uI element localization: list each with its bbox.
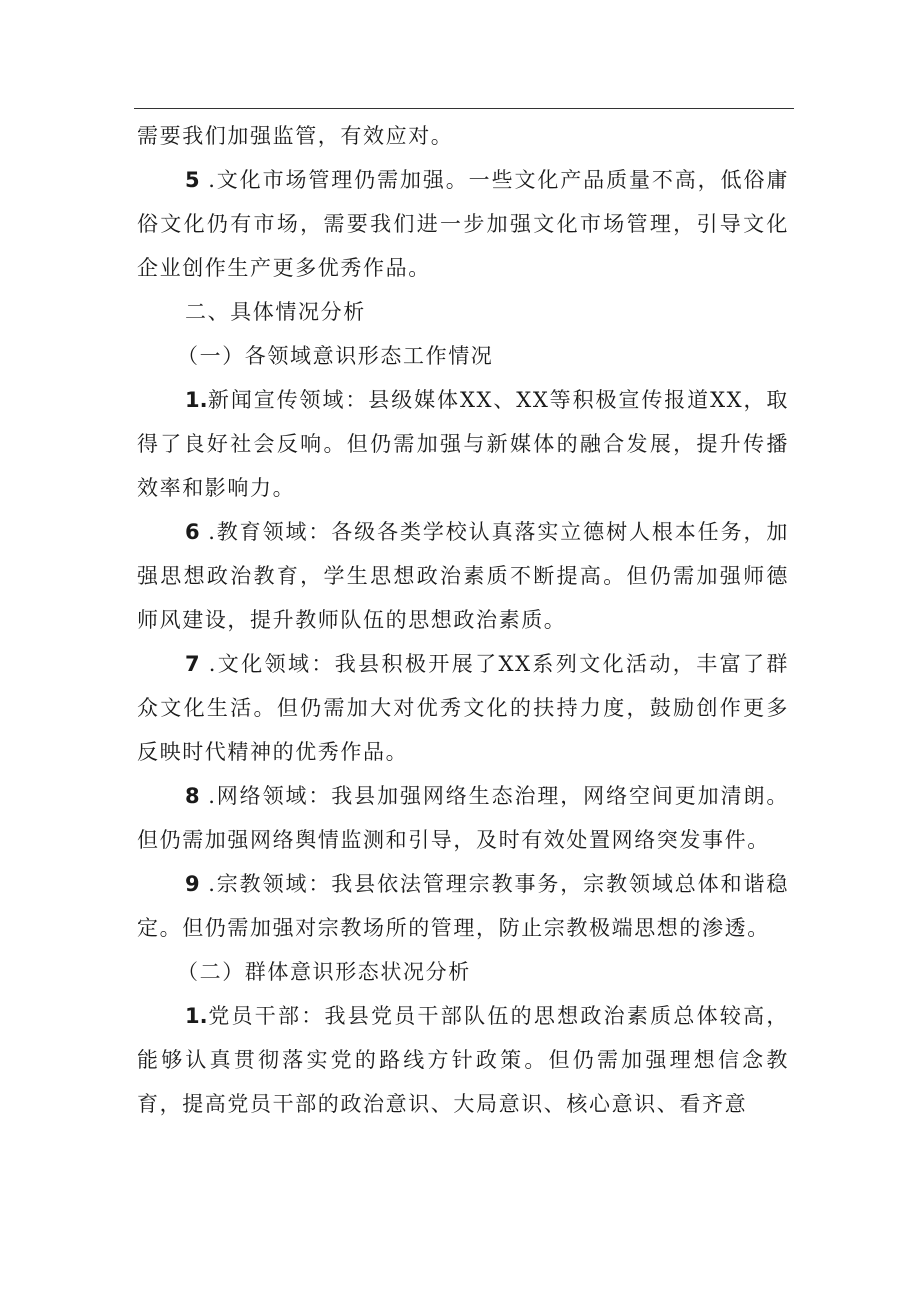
paragraph-network: 8 .网络领域：我县加强网络生态治理，网络空间更加清朗。但仍需加强网络舆情监测和引导，及时有效处置网络突发事件。 — [137, 784, 789, 852]
paragraph-continuation: 需要我们加强监管，有效应对。 — [137, 124, 454, 148]
item-number: 9 — [185, 872, 200, 896]
item-number: 1. — [185, 1004, 208, 1028]
section-heading: 二、具体情况分析 — [185, 300, 366, 324]
paragraph-news-media: 1.新闻宣传领域：县级媒体XX、XX等积极宣传报道XX，取得了良好社会反响。但仍需加强与新媒体的融合发展，提升传播效率和影响力。 — [137, 388, 789, 500]
paragraph-party-cadres: 1.党员干部：我县党员干部队伍的思想政治素质总体较高，能够认真贯彻落实党的路线方针政策。但仍需加强理想信念教育，提高党员干部的政治意识、大局意识、核心意识、看齐意 — [137, 1004, 789, 1116]
document-body — [137, 114, 789, 1126]
paragraph-culture: 7 .文化领域：我县积极开展了XX系列文化活动，丰富了群众文化生活。但仍需加大对优秀文化的扶持力度，鼓励创作更多反映时代精神的优秀作品。 — [137, 652, 789, 764]
subsection-heading-fields: （一）各领域意识形态工作情况 — [177, 344, 494, 368]
item-number: 6 — [185, 520, 200, 544]
subsection-heading-groups: （二）群体意识形态状况分析 — [177, 960, 471, 984]
item-number: 7 — [185, 652, 200, 676]
header-rule — [134, 108, 794, 109]
paragraph-culture-market: 5 .文化市场管理仍需加强。一些文化产品质量不高，低俗庸俗文化仍有市场，需要我们进一步加强文化市场管理，引导文化企业创作生产更多优秀作品。 — [137, 168, 789, 280]
paragraph-education: 6 .教育领域：各级各类学校认真落实立德树人根本任务，加强思想政治教育，学生思想政治素质不断提高。但仍需加强师德师风建设，提升教师队伍的思想政治素质。 — [137, 520, 789, 632]
item-number: 8 — [185, 784, 200, 808]
item-number: 5 — [185, 168, 200, 192]
paragraph-religion: 9 .宗教领域：我县依法管理宗教事务，宗教领域总体和谐稳定。但仍需加强对宗教场所的管理，防止宗教极端思想的渗透。 — [137, 872, 789, 940]
item-number: 1. — [185, 388, 208, 412]
